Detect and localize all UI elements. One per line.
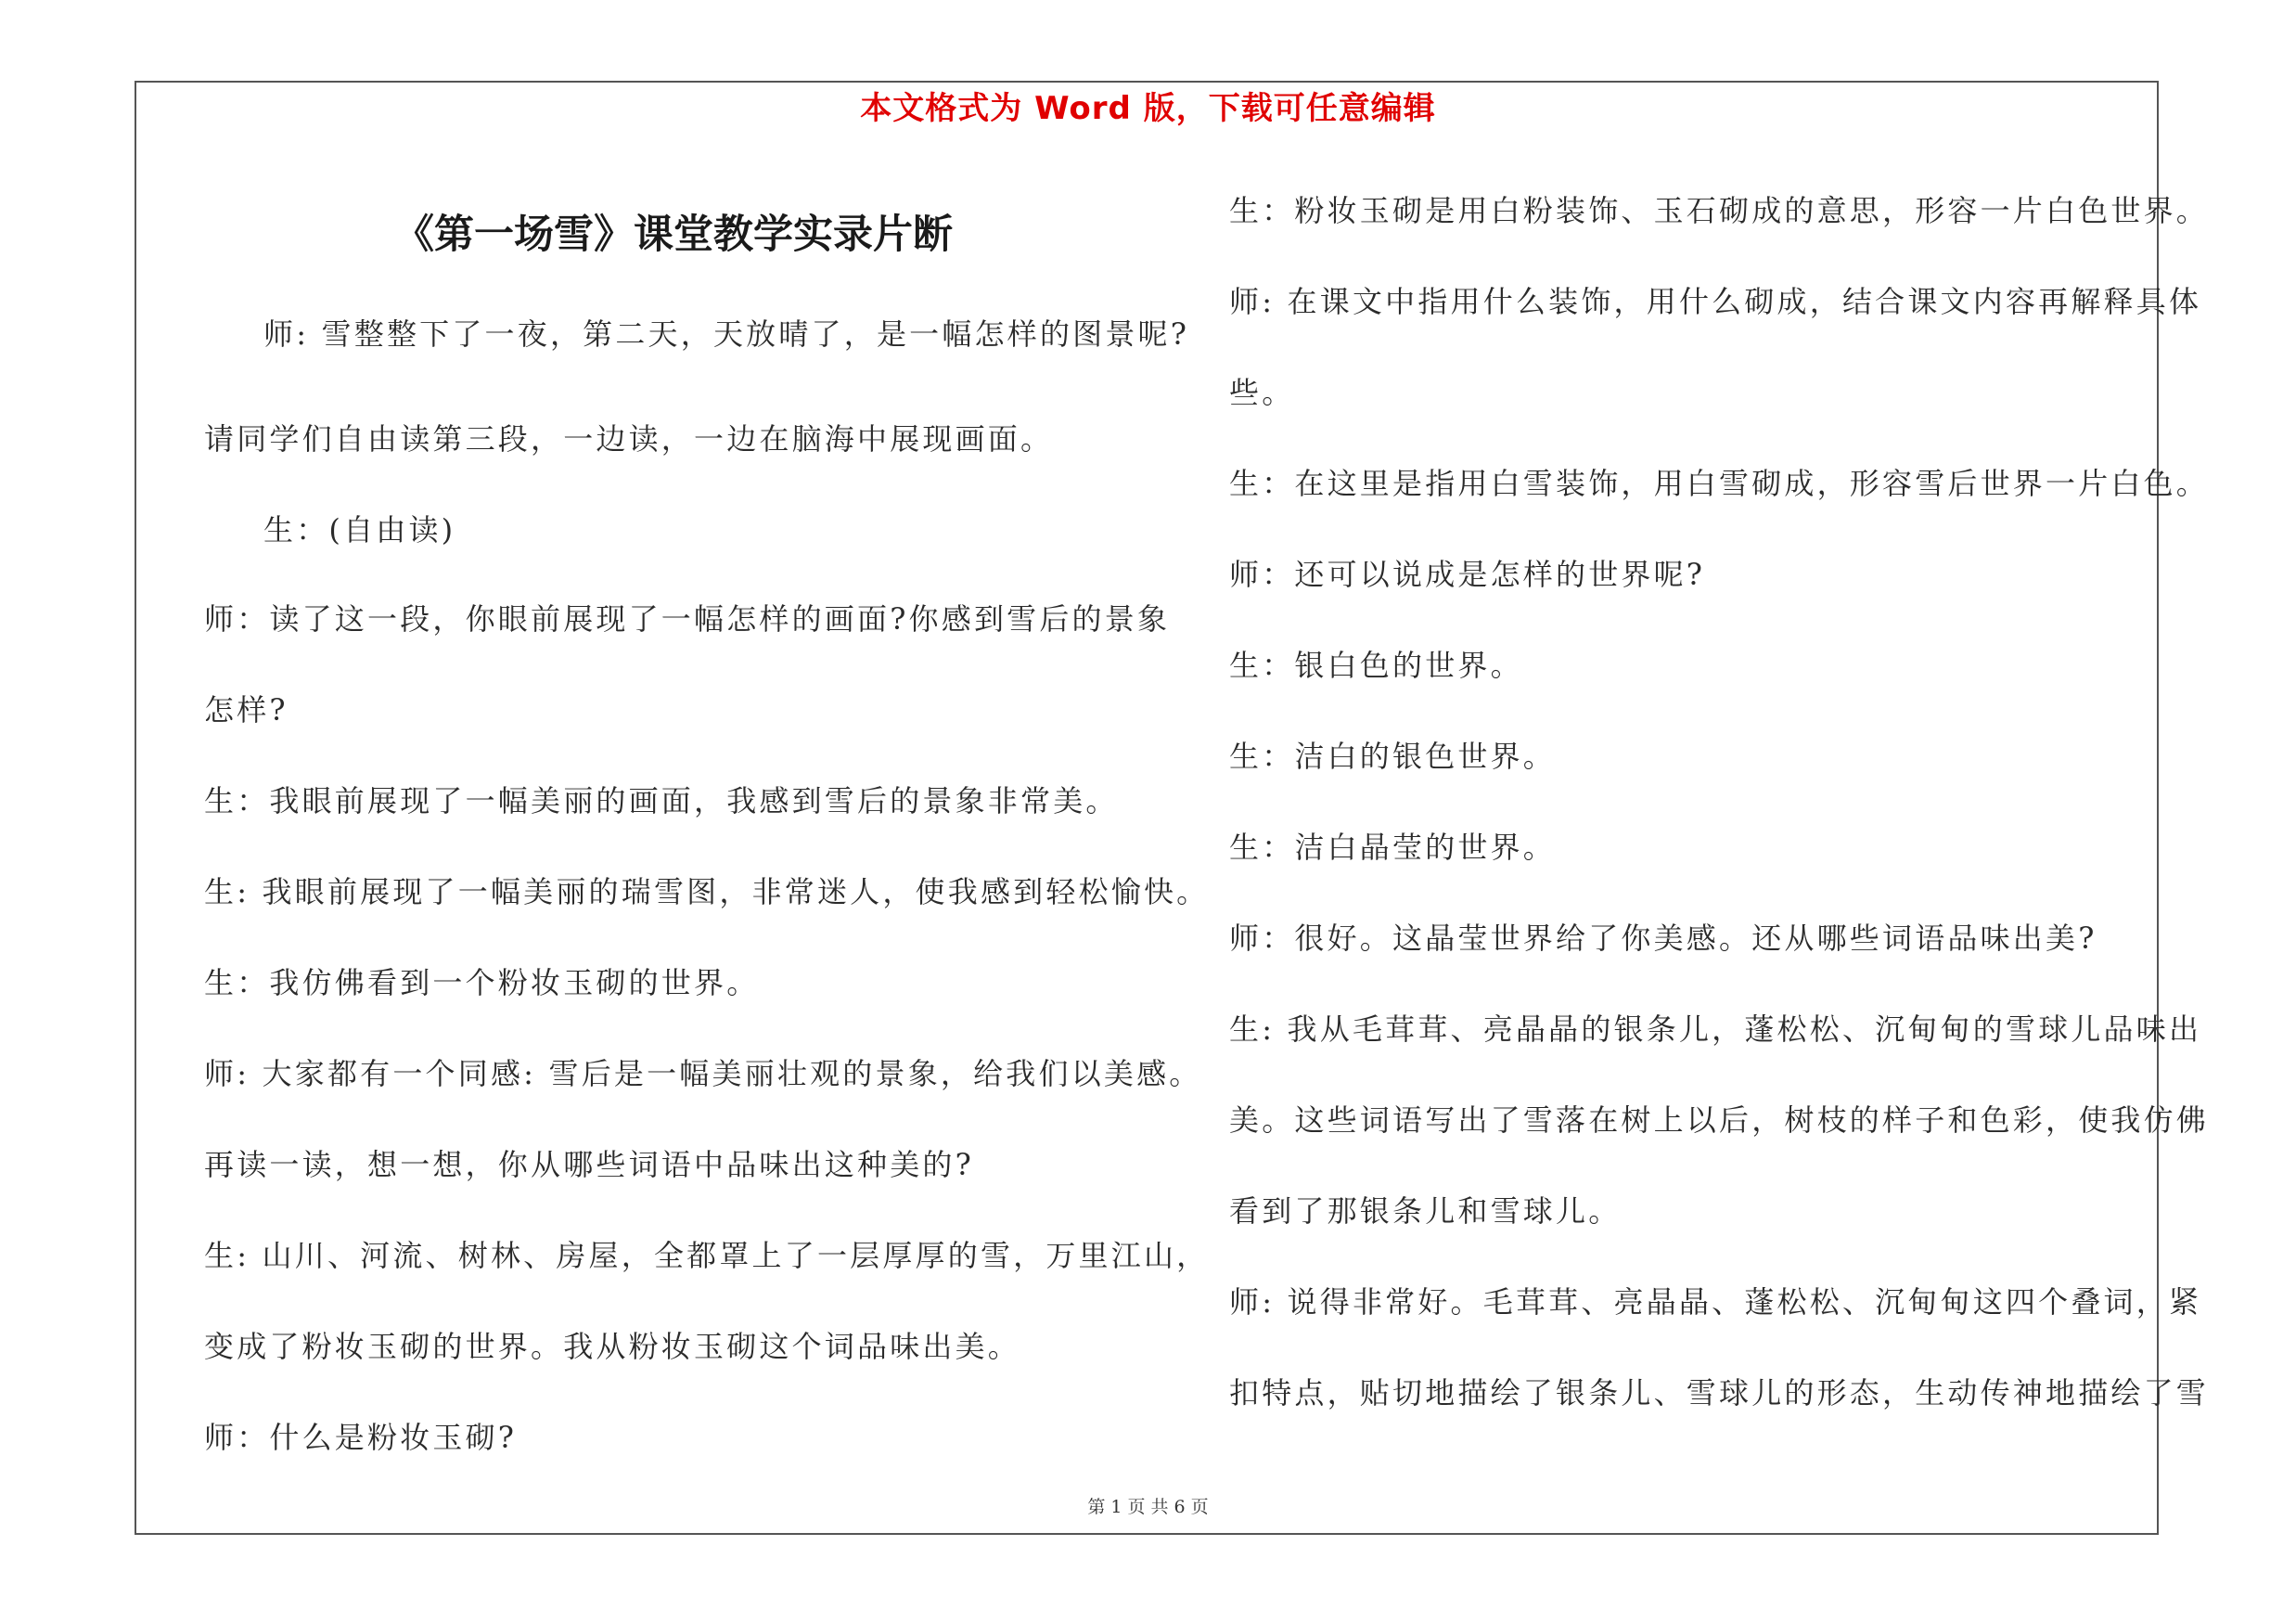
paragraph-line: 看到了那银条儿和雪球儿。 <box>1229 1193 1622 1229</box>
paragraph-line: 师: 雪整整下了一夜，第二天，天放晴了，是一幅怎样的图景呢? <box>263 316 1190 352</box>
paragraph-line: 师：读了这一段，你眼前展现了一幅怎样的画面?你感到雪后的景象 <box>204 601 1171 637</box>
paragraph-line: 些。 <box>1229 375 1295 410</box>
paragraph-line: 师：还可以说成是怎样的世界呢? <box>1229 557 1706 592</box>
paragraph-line: 生：我仿佛看到一个粉妆玉砌的世界。 <box>204 965 760 1000</box>
paragraph-line: 师: 在课文中指用什么装饰，用什么砌成，结合课文内容再解释具体 <box>1229 284 2202 319</box>
paragraph-line: 扣特点，贴切地描绘了银条儿、雪球儿的形态，生动传神地描绘了雪 <box>1229 1375 2210 1410</box>
document-title: 《第一场雪》课堂教学实录片断 <box>394 212 953 258</box>
paragraph-line: 生：洁白晶莹的世界。 <box>1229 830 1557 865</box>
paragraph-line: 生：在这里是指用白雪装饰，用白雪砌成，形容雪后世界一片白色。 <box>1229 466 2210 501</box>
paragraph-line: 师: 大家都有一个同感: 雪后是一幅美丽壮观的景象，给我们以美感。 <box>204 1056 1202 1091</box>
paragraph-line: 请同学们自由读第三段，一边读，一边在脑海中展现画面。 <box>204 421 1054 457</box>
paragraph-line: 生：银白色的世界。 <box>1229 648 1523 683</box>
paragraph-line: 生：粉妆玉砌是用白粉装饰、玉石砌成的意思，形容一片白色世界。 <box>1229 193 2210 228</box>
paragraph-line: 生：我眼前展现了一幅美丽的画面，我感到雪后的景象非常美。 <box>204 783 1119 818</box>
paragraph-line: 怎样? <box>204 692 289 728</box>
format-banner: 本文格式为 Word 版，下载可任意编辑 <box>860 90 1436 127</box>
paragraph-line: 师：什么是粉妆玉砌? <box>204 1420 518 1455</box>
paragraph-line: 美。这些词语写出了雪落在树上以后，树枝的样子和色彩，使我仿佛 <box>1229 1102 2210 1138</box>
page-number-footer: 第 1 页 共 6 页 <box>1087 1497 1209 1517</box>
paragraph-line: 生：(自由读) <box>263 512 456 547</box>
paragraph-line: 师: 说得非常好。毛茸茸、亮晶晶、蓬松松、沉甸甸这四个叠词，紧 <box>1229 1284 2202 1320</box>
paragraph-line: 生: 我眼前展现了一幅美丽的瑞雪图，非常迷人，使我感到轻松愉快。 <box>204 874 1210 909</box>
paragraph-line: 变成了粉妆玉砌的世界。我从粉妆玉砌这个词品味出美。 <box>204 1329 1021 1364</box>
paragraph-line: 师：很好。这晶莹世界给了你美感。还从哪些词语品味出美? <box>1229 921 2097 956</box>
paragraph-line: 生：洁白的银色世界。 <box>1229 739 1557 774</box>
paragraph-line: 生: 山川、河流、树林、房屋，全都罩上了一层厚厚的雪，万里江山， <box>204 1238 1210 1273</box>
paragraph-line: 生: 我从毛茸茸、亮晶晶的银条儿，蓬松松、沉甸甸的雪球儿品味出 <box>1229 1011 2202 1047</box>
paragraph-line: 再读一读，想一想，你从哪些词语中品味出这种美的? <box>204 1147 974 1182</box>
